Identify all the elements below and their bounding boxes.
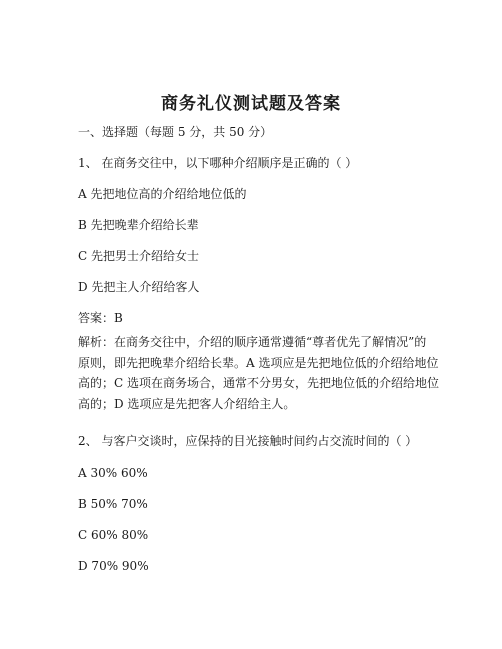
question-1-option-b: B 先把晚辈介绍给长辈 — [78, 218, 199, 232]
analysis-line: 原则，即先把晚辈介绍给长辈。A 选项应是先把地位低的介绍给地位 — [78, 355, 439, 370]
section-heading: 一、选择题（每题 5 分，共 50 分） — [78, 125, 273, 139]
question-2-stem: 2、 与客户交谈时，应保持的目光接触时间约占交流时间的（ ） — [78, 434, 418, 448]
question-2-option-d: D 70% 90% — [78, 559, 149, 573]
document-title: 商务礼仪测试题及答案 — [161, 94, 341, 114]
question-1-option-a: A 先把地位高的介绍给地位低的 — [78, 187, 247, 201]
analysis-line: 高的；D 选项应是先把客人介绍给主人。 — [78, 396, 296, 411]
question-1-option-d: D 先把主人介绍给客人 — [78, 280, 200, 294]
analysis-line: 解析：在商务交往中，介绍的顺序通常遵循“尊者优先了解情况”的 — [78, 335, 427, 349]
question-1-stem: 1、 在商务交往中，以下哪种介绍顺序是正确的（ ） — [78, 156, 358, 170]
question-1-option-c: C 先把男士介绍给女士 — [78, 249, 199, 263]
question-2-option-b: B 50% 70% — [78, 497, 148, 511]
question-2-option-c: C 60% 80% — [78, 528, 149, 542]
question-2-option-a: A 30% 60% — [78, 466, 148, 480]
question-1-analysis — [78, 332, 439, 414]
analysis-line: 高的；C 选项在商务场合，通常不分男女，先把地位低的介绍给地位 — [78, 376, 439, 390]
question-1-answer: 答案：B — [78, 311, 123, 325]
